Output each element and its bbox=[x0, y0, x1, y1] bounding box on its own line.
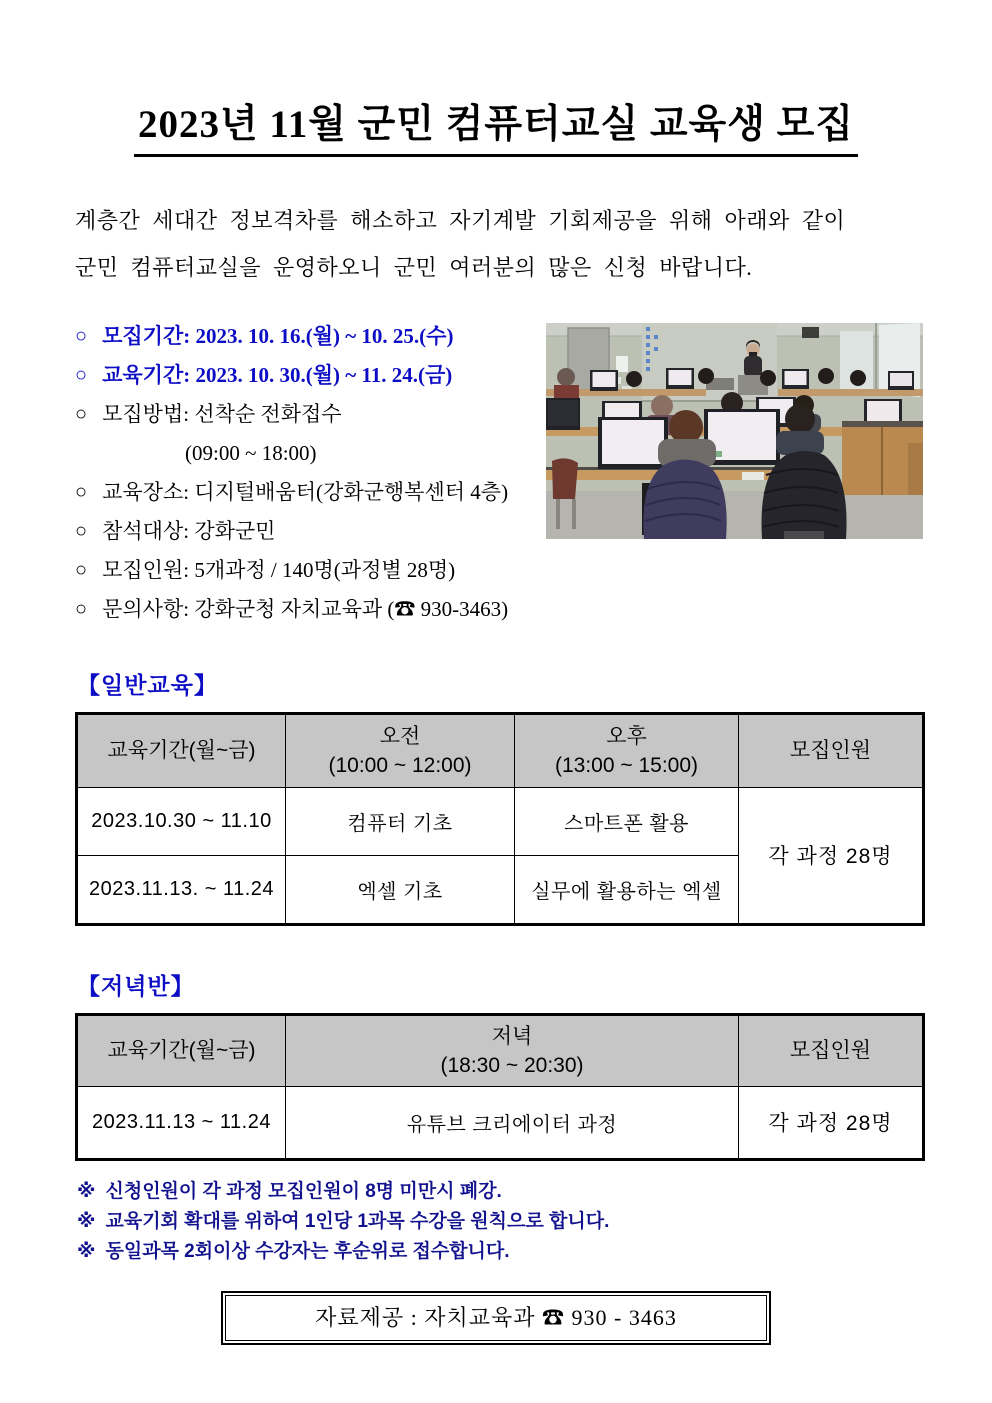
col-header-afternoon-time: (13:00 ~ 15:00) bbox=[554, 753, 699, 777]
col-header-afternoon-label: 오후 bbox=[606, 724, 647, 748]
col-header-period: 교육기간(월~금) bbox=[77, 713, 286, 787]
cell-morning-course: 컴퓨터 기초 bbox=[286, 787, 515, 855]
general-education-table bbox=[75, 712, 925, 926]
cell-period: 2023.11.13. ~ 11.24 bbox=[77, 855, 286, 924]
circle-bullet-icon: ○ bbox=[75, 324, 88, 347]
table-row bbox=[77, 787, 924, 855]
circle-bullet-icon: ○ bbox=[75, 597, 88, 620]
section-heading-general: 【일반교육】 bbox=[77, 672, 218, 698]
circle-bullet-icon: ○ bbox=[75, 480, 88, 503]
cell-course: 유튜브 크리에이터 과정 bbox=[286, 1086, 739, 1159]
evening-class-table bbox=[75, 1013, 925, 1161]
col-header-period: 교육기간(월~금) bbox=[77, 1014, 286, 1086]
cell-morning-course: 엑셀 기초 bbox=[286, 855, 515, 924]
bullet-text: 모집기간: 2023. 10. 16.(월) ~ 10. 25.(수) bbox=[102, 323, 454, 348]
cell-period: 2023.11.13 ~ 11.24 bbox=[77, 1086, 286, 1159]
col-header-morning-label: 오전 bbox=[379, 724, 421, 748]
bullet-text: 모집인원: 5개과정 / 140명(과정별 28명) bbox=[102, 557, 456, 582]
note-repeat-priority bbox=[77, 1237, 917, 1267]
table-row bbox=[77, 1086, 924, 1159]
bullet-capacity bbox=[75, 551, 917, 590]
reference-mark-icon: ※ bbox=[77, 1180, 96, 1202]
bullet-text: 교육장소: 디지털배움터(강화군행복센터 4층) bbox=[102, 479, 509, 504]
footer-contact-text: 자료제공 : 자치교육과 ☎ 930 - 3463 bbox=[225, 1295, 767, 1341]
note-cancellation bbox=[77, 1177, 917, 1207]
circle-bullet-icon: ○ bbox=[75, 558, 88, 581]
reference-mark-icon: ※ bbox=[77, 1240, 96, 1262]
footer-contact-box bbox=[221, 1291, 771, 1345]
col-header-morning-time: (10:00 ~ 12:00) bbox=[328, 753, 472, 777]
intro-line-2: 군민 컴퓨터교실을 운영하오니 군민 여러분의 많은 신청 바랍니다. bbox=[75, 254, 753, 280]
bullet-text: 모집방법: 선착순 전화접수 bbox=[102, 401, 342, 426]
section-heading-evening: 【저녁반】 bbox=[77, 973, 195, 999]
bullet-text: 문의사항: 강화군청 자치교육과 (☎ 930-3463) bbox=[102, 596, 509, 621]
note-one-course-rule bbox=[77, 1207, 917, 1237]
note-text: 신청인원이 각 과정 모집인원이 8명 미만시 폐강. bbox=[105, 1180, 502, 1202]
cell-capacity: 각 과정 28명 bbox=[739, 1086, 924, 1159]
notes-list bbox=[77, 1177, 917, 1267]
bullet-contact bbox=[75, 590, 917, 629]
bullet-text: 교육기간: 2023. 10. 30.(월) ~ 11. 24.(금) bbox=[102, 362, 453, 387]
circle-bullet-icon: ○ bbox=[75, 519, 88, 542]
reference-mark-icon: ※ bbox=[77, 1210, 96, 1232]
table-header-row bbox=[77, 1014, 924, 1086]
col-header-capacity: 모집인원 bbox=[739, 713, 924, 787]
col-header-capacity: 모집인원 bbox=[739, 1014, 924, 1086]
col-header-evening bbox=[286, 1014, 739, 1086]
intro-line-1: 계층간 세대간 정보격차를 해소하고 자기계발 기회제공을 위해 아래와 같이 bbox=[75, 207, 846, 233]
bullet-text: 참석대상: 강화군민 bbox=[102, 518, 276, 543]
cell-afternoon-course: 스마트폰 활용 bbox=[515, 787, 739, 855]
circle-bullet-icon: ○ bbox=[75, 363, 88, 386]
col-header-evening-label: 저녁 bbox=[491, 1024, 533, 1048]
cell-capacity-merged: 각 과정 28명 bbox=[739, 787, 924, 924]
note-text: 교육기회 확대를 위하여 1인당 1과목 수강을 원칙으로 합니다. bbox=[105, 1210, 610, 1232]
cell-afternoon-course: 실무에 활용하는 엑셀 bbox=[515, 855, 739, 924]
col-header-afternoon bbox=[515, 713, 739, 787]
col-header-morning bbox=[286, 713, 515, 787]
circle-bullet-icon: ○ bbox=[75, 402, 88, 425]
table-header-row bbox=[77, 713, 924, 787]
title-wrap bbox=[75, 104, 917, 157]
classroom-photo bbox=[546, 323, 923, 539]
cell-period: 2023.10.30 ~ 11.10 bbox=[77, 787, 286, 855]
col-header-evening-time: (18:30 ~ 20:30) bbox=[440, 1053, 584, 1077]
bullet-text: (09:00 ~ 18:00) bbox=[185, 440, 317, 465]
note-text: 동일과목 2회이상 수강자는 후순위로 접수합니다. bbox=[105, 1240, 510, 1262]
intro-paragraph bbox=[75, 197, 917, 291]
page-title: 2023년 11월 군민 컴퓨터교실 교육생 모집 bbox=[134, 104, 858, 157]
